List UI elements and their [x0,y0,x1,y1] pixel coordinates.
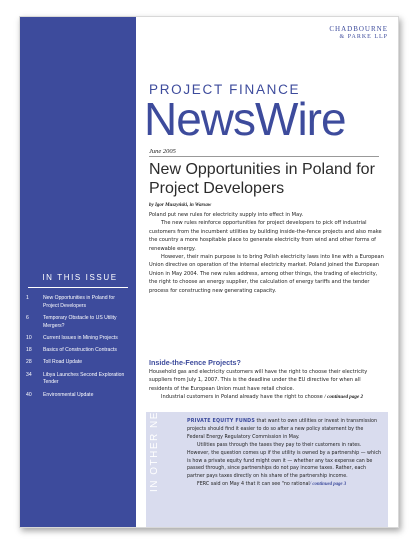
toc-item[interactable] [26,315,132,331]
paragraph [149,393,385,401]
article-byline: by Igor Muszyński, in Warsaw [149,203,212,208]
paragraph-text: that want to own utilities or invest in transmission projects should find it easier to do so after a new policy statement by the Federal Energy Regulatory Commission in May. [187,419,378,440]
sidebar [20,17,136,527]
masthead-kicker: PROJECT FINANCE [149,82,301,97]
toc-page: 28 [26,359,32,366]
toc-item[interactable] [26,372,132,388]
lead-in: PRIVATE EQUITY FUNDS [187,419,256,424]
masthead-news: News [144,93,256,145]
firm-name-line1: CHADBOURNE [329,25,388,33]
toc-page: 1 [26,295,29,301]
paragraph [187,481,381,489]
toc-item[interactable] [26,295,132,311]
paragraph: Poland put new rules for electricity supply into effect in May. [149,212,304,218]
paragraph-text: Industrial customers in Poland already have the right to choose [161,394,323,401]
paragraph: Household gas and electricity customers will have the right to choose their electricity suppliers from July 1, 2007. This is the deadline under the EU directive for when all residents of the European Union must have retail choice. [149,369,368,392]
other-news-body [187,418,381,489]
toc-title: Temporary Obstacle to US Utility Mergers? [43,314,117,329]
masthead-wire: Wire [255,93,346,145]
toc-item[interactable] [26,359,132,367]
toc-page: 40 [26,391,32,398]
continued-link[interactable]: / continued page 3 [309,482,347,488]
divider [28,287,128,288]
toc-page: 34 [26,371,32,378]
article-subhead: Inside-the-Fence Projects? [149,358,241,367]
toc-item[interactable] [26,392,132,400]
toc-title: Current Issues in Mining Projects [43,334,118,341]
divider [149,156,379,157]
toc-item[interactable] [26,335,132,343]
paragraph: However, their main purpose is to bring Polish electricity laws into line with a European Union directive on operation of the internal electricity market. Poland joined the European Union in May 2004. The new rules address, among other things, the trading of electricity, the right to choose an energy supplier, the calculation of energy tariffs and the tender process for constructing new generating capacity. [149,254,384,294]
toc-title: Toll Road Update [43,359,83,366]
newsletter-page [19,16,399,528]
article-headline: New Opportunities in Poland for Project Developers [149,161,375,197]
paragraph: The new rules reinforce opportunities for project developers to pick off industrial customers from the incumbent utilities by building inside-the-fence projects and also make the country a more hospitable place to generate electricity from wind and other forms of renewable energy. [149,220,382,252]
in-this-issue-heading: IN THIS ISSUE [42,273,118,282]
article-body [149,211,385,295]
toc-page: 18 [26,347,32,354]
issue-date: June 2005 [149,148,176,155]
firm-logo [329,25,388,41]
other-news-label: IN OTHER NEWS [149,391,160,492]
article-body-continued [149,368,385,402]
firm-name-line2: & PARKE LLP [339,34,388,40]
toc-title: Environmental Update [43,391,94,398]
toc-title: Basics of Construction Contracts [43,347,117,354]
toc-page: 6 [26,314,29,321]
toc-title: Libya Launches Second Exploration Tender [43,371,125,386]
continued-link[interactable]: / continued page 2 [324,394,364,401]
toc-title: New Opportunities in Poland for Project Developers [43,295,115,309]
paragraph-text: FERC said on May 4 that it can see "no rational [197,482,310,488]
paragraph: Utilities pass through the taxes they pay to their customers in rates. However, the question comes up if the utility is owned by a partnership — which is how a private equity fund might own it — whether any tax expense can be passed through, since partnerships do not pay income taxes. Rather, each partner pays taxes directly on his share of the partnership income. [187,442,381,480]
table-of-contents [26,295,132,404]
masthead-title [144,93,346,145]
toc-page: 10 [26,334,32,341]
toc-item[interactable] [26,347,132,355]
paragraph [187,418,381,442]
